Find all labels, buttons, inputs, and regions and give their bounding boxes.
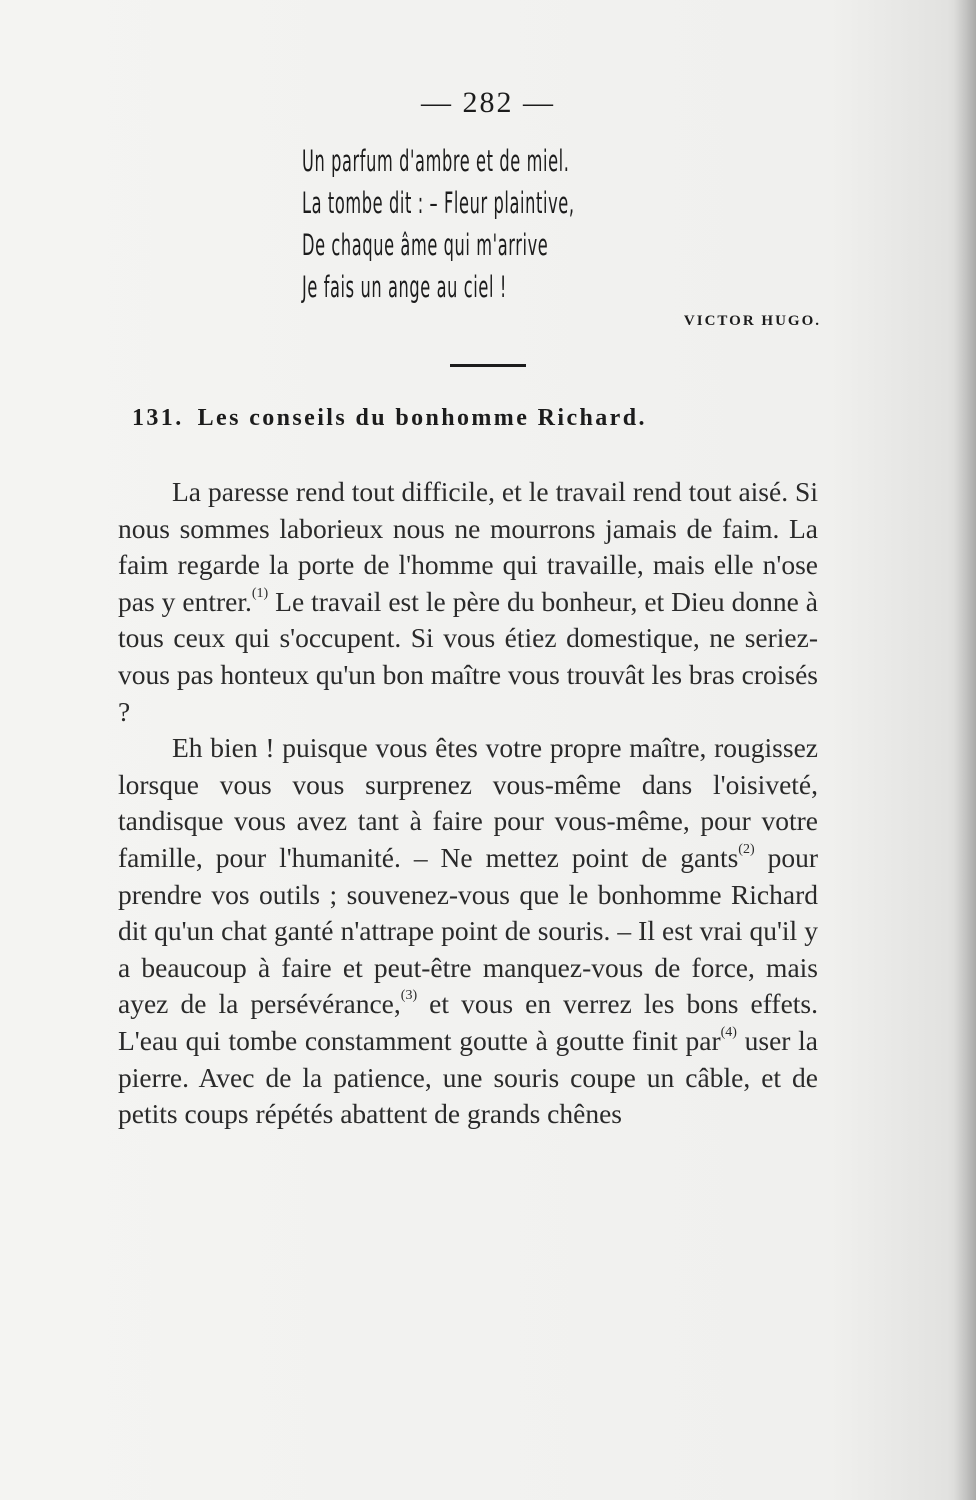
paragraph-text: et vous en verrez les bons effets. L'eau qui tombe constamment goutte à goutte finit par	[118, 988, 819, 1056]
footnote-marker: (4)	[720, 1024, 737, 1040]
poem-line: Je fais un ange au ciel !	[302, 270, 507, 304]
paragraph-text: Eh bien ! puisque vous êtes votre propre maître, rougissez lorsque vous vous surprenez vous-même dans l'oisiveté, tandisque vous avez tant à faire pour vous-même, pour votre famille, pour l'humanité. – Ne mettez point de gants	[118, 732, 818, 873]
paragraph	[118, 474, 818, 730]
section-heading	[132, 405, 832, 432]
page-edge-shadow	[954, 0, 976, 1500]
page-number: — 282 —	[421, 86, 555, 119]
paragraph-text: user la pierre. Avec de la patience, une souris coupe un câble, et de petits coups répétés abattent de grands chênes	[118, 1024, 818, 1130]
poem-line: De chaque âme qui m'arrive	[302, 228, 549, 262]
section-divider	[450, 364, 526, 367]
paragraph-text: pour prendre vos outils ; souvenez-vous que le bonhomme Richard dit qu'un chat ganté n'attrape point de souris. – Il est vrai qu'il y a beaucoup à faire et peut-être manquez-vous de force, mais ayez de la persévérance,	[118, 841, 818, 1020]
paragraph	[118, 730, 818, 1133]
footnote-marker: (1)	[251, 585, 269, 601]
poem-line: Un parfum d'ambre et de miel.	[302, 144, 570, 178]
footnote-marker: (2)	[738, 841, 755, 857]
section-number: 131.	[132, 405, 184, 431]
poem-stanza	[302, 140, 575, 308]
poem-line: La tombe dit : – Fleur plaintive,	[302, 186, 575, 220]
paragraph-text: La paresse rend tout difficile, et le travail rend tout aisé. Si nous sommes laborieux nous ne mourrons jamais de faim. La faim regarde la porte de l'homme qui travaille, mais elle n'ose pas y entrer.	[118, 476, 818, 617]
poem-author: VICTOR HUGO.	[683, 313, 821, 329]
body-text	[118, 474, 818, 1133]
footnote-marker: (3)	[400, 988, 418, 1004]
section-title: Les conseils du bonhomme Richard.	[197, 405, 647, 431]
paragraph-text: Le travail est le père du bonheur, et Dieu donne à tous ceux qui s'occupent. Si vous étiez domestique, ne seriez-vous pas honteux qu'un bon maître vous trouvât les bras croisés ?	[118, 585, 818, 727]
